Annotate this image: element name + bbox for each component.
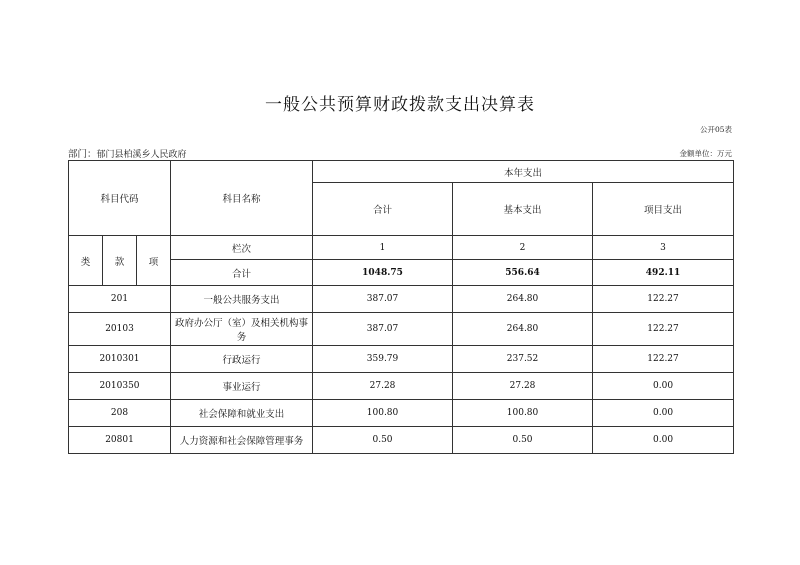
table-body bbox=[69, 286, 734, 454]
header-lanci: 栏次 bbox=[171, 236, 313, 260]
header-project: 项目支出 bbox=[593, 183, 734, 236]
header-lei: 类 bbox=[69, 236, 103, 286]
row-name: 行政运行 bbox=[171, 346, 313, 373]
row-name: 人力资源和社会保障管理事务 bbox=[171, 427, 313, 454]
row-total: 100.80 bbox=[313, 400, 453, 427]
header-basic: 基本支出 bbox=[453, 183, 593, 236]
table-row bbox=[69, 427, 734, 454]
summary-label: 合计 bbox=[171, 260, 313, 286]
summary-project: 492.11 bbox=[593, 260, 734, 286]
header-total: 合计 bbox=[313, 183, 453, 236]
row-code: 208 bbox=[69, 400, 171, 427]
header-name: 科目名称 bbox=[171, 161, 313, 236]
header-kuan: 款 bbox=[103, 236, 137, 286]
row-code: 201 bbox=[69, 286, 171, 313]
column-index-3: 3 bbox=[593, 236, 734, 260]
summary-basic: 556.64 bbox=[453, 260, 593, 286]
row-project: 0.00 bbox=[593, 373, 734, 400]
department-name: 郁门县柏溪乡人民政府 bbox=[96, 150, 187, 160]
row-total: 387.07 bbox=[313, 313, 453, 346]
table-row bbox=[69, 373, 734, 400]
department-line bbox=[68, 146, 187, 160]
row-total: 27.28 bbox=[313, 373, 453, 400]
form-number: 公开05表 bbox=[699, 125, 732, 134]
column-index-1: 1 bbox=[313, 236, 453, 260]
table-header bbox=[69, 161, 734, 286]
row-basic: 264.80 bbox=[453, 313, 593, 346]
header-year-expense: 本年支出 bbox=[313, 161, 734, 183]
column-index-2: 2 bbox=[453, 236, 593, 260]
table-row bbox=[69, 313, 734, 346]
row-project: 122.27 bbox=[593, 346, 734, 373]
row-total: 359.79 bbox=[313, 346, 453, 373]
row-name: 事业运行 bbox=[171, 373, 313, 400]
amount-unit: 金额单位：万元 bbox=[679, 149, 732, 158]
row-total: 387.07 bbox=[313, 286, 453, 313]
row-project: 0.00 bbox=[593, 427, 734, 454]
row-project: 0.00 bbox=[593, 400, 734, 427]
row-code: 2010301 bbox=[69, 346, 171, 373]
row-basic: 27.28 bbox=[453, 373, 593, 400]
row-basic: 100.80 bbox=[453, 400, 593, 427]
row-basic: 264.80 bbox=[453, 286, 593, 313]
header-code: 科目代码 bbox=[69, 161, 171, 236]
row-basic: 0.50 bbox=[453, 427, 593, 454]
table-row bbox=[69, 346, 734, 373]
row-project: 122.27 bbox=[593, 286, 734, 313]
row-code: 20103 bbox=[69, 313, 171, 346]
row-code: 20801 bbox=[69, 427, 171, 454]
summary-total: 1048.75 bbox=[313, 260, 453, 286]
row-basic: 237.52 bbox=[453, 346, 593, 373]
row-name: 一般公共服务支出 bbox=[171, 286, 313, 313]
page-title: 一般公共预算财政拨款支出决算表 bbox=[265, 95, 535, 115]
header-xiang: 项 bbox=[137, 236, 171, 286]
row-project: 122.27 bbox=[593, 313, 734, 346]
row-name: 社会保障和就业支出 bbox=[171, 400, 313, 427]
row-total: 0.50 bbox=[313, 427, 453, 454]
row-name: 政府办公厅（室）及相关机构事务 bbox=[171, 313, 313, 346]
budget-table bbox=[68, 160, 734, 454]
table-row bbox=[69, 400, 734, 427]
department-label: 部门： bbox=[68, 149, 97, 160]
row-code: 2010350 bbox=[69, 373, 171, 400]
table-row bbox=[69, 286, 734, 313]
